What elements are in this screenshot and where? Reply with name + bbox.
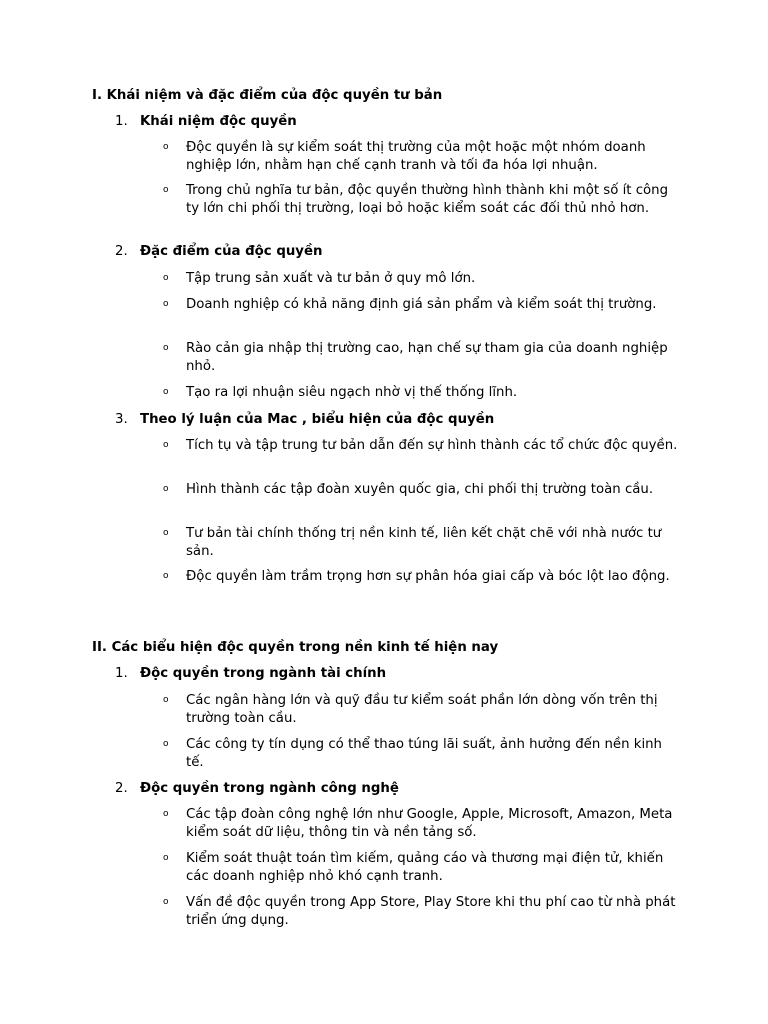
list-item-text: Tập trung sản xuất và tư bản ở quy mô lớn. (186, 271, 476, 286)
subsection-title: Khái niệm độc quyền (140, 114, 297, 129)
bullet-circle-icon: o (163, 528, 169, 538)
bullet-circle-icon: o (163, 571, 169, 581)
bullet-circle-icon: o (163, 387, 169, 397)
bullet-circle-icon: o (163, 484, 169, 494)
section-heading-1: I. Khái niệm và đặc điểm của độc quyền tư bản (92, 88, 443, 103)
list-item-text: Kiểm soát thuật toán tìm kiếm, quảng cáo và thương mại điện tử, khiến các doanh nghiệp nhỏ khó cạnh tranh. (186, 851, 664, 884)
bullet-circle-icon: o (163, 142, 169, 152)
bullet-circle-icon: o (163, 809, 169, 819)
list-item-text: Các tập đoàn công nghệ lớn như Google, Apple, Microsoft, Amazon, Meta kiểm soát dữ liệu, thông tin và nền tảng số. (186, 807, 673, 840)
subsection-title: Độc quyền trong ngành tài chính (140, 666, 387, 681)
subsection-heading-2-2 (115, 780, 399, 798)
list-item-text: Rào cản gia nhập thị trường cao, hạn chế sự tham gia của doanh nghiệp nhỏ. (186, 341, 668, 374)
list-item-text: Vấn đề độc quyền trong App Store, Play Store khi thu phí cao từ nhà phát triển ứng dụng. (186, 895, 676, 928)
list-item-text: Các ngân hàng lớn và quỹ đầu tư kiểm soát phần lớn dòng vốn trên thị trường toàn cầu. (186, 693, 658, 726)
subsection-number: 1. (115, 114, 128, 129)
list-item-text: Tích tụ và tập trung tư bản dẫn đến sự hình thành các tổ chức độc quyền. (186, 438, 678, 453)
bullet-circle-icon: o (163, 695, 169, 705)
list-item-text: Các công ty tín dụng có thể thao túng lãi suất, ảnh hưởng đến nền kinh tế. (186, 737, 662, 770)
bullet-circle-icon: o (163, 853, 169, 863)
bullet-circle-icon: o (163, 343, 169, 353)
subsection-title: Theo lý luận của Mac , biểu hiện của độc quyền (140, 412, 495, 427)
list-item-text: Tạo ra lợi nhuận siêu ngạch nhờ vị thế thống lĩnh. (186, 385, 518, 400)
subsection-title: Đặc điểm của độc quyền (140, 244, 323, 259)
bullet-circle-icon: o (163, 739, 169, 749)
subsection-title: Độc quyền trong ngành công nghệ (140, 781, 399, 796)
subsection-number: 2. (115, 244, 128, 259)
list-item-text: Doanh nghiệp có khả năng định giá sản phẩm và kiểm soát thị trường. (186, 297, 657, 312)
subsection-heading-1-2 (115, 243, 322, 261)
subsection-heading-2-1 (115, 665, 386, 683)
list-item-text: Trong chủ nghĩa tư bản, độc quyền thường hình thành khi một số ít công ty lớn chi phối thị trường, loại bỏ hoặc kiểm soát các đối thủ nhỏ hơn. (186, 183, 669, 216)
subsection-number: 3. (115, 412, 128, 427)
list-item-text: Tư bản tài chính thống trị nền kinh tế, liên kết chặt chẽ với nhà nước tư sản. (186, 526, 662, 559)
section-heading-2: II. Các biểu hiện độc quyền trong nền kinh tế hiện nay (92, 640, 499, 655)
bullet-circle-icon: o (163, 273, 169, 283)
bullet-circle-icon: o (163, 185, 169, 195)
bullet-circle-icon: o (163, 299, 169, 309)
list-item-text: Độc quyền làm trầm trọng hơn sự phân hóa giai cấp và bóc lột lao động. (186, 569, 670, 584)
list-item-text: Độc quyền là sự kiểm soát thị trường của một hoặc một nhóm doanh nghiệp lớn, nhằm hạn chế cạnh tranh và tối đa hóa lợi nhuận. (186, 140, 646, 173)
subsection-heading-1-3 (115, 411, 494, 429)
list-item-text: Hình thành các tập đoàn xuyên quốc gia, chi phối thị trường toàn cầu. (186, 482, 654, 497)
bullet-circle-icon: o (163, 440, 169, 450)
subsection-number: 1. (115, 666, 128, 681)
bullet-circle-icon: o (163, 897, 169, 907)
subsection-number: 2. (115, 781, 128, 796)
subsection-heading-1-1 (115, 113, 297, 131)
